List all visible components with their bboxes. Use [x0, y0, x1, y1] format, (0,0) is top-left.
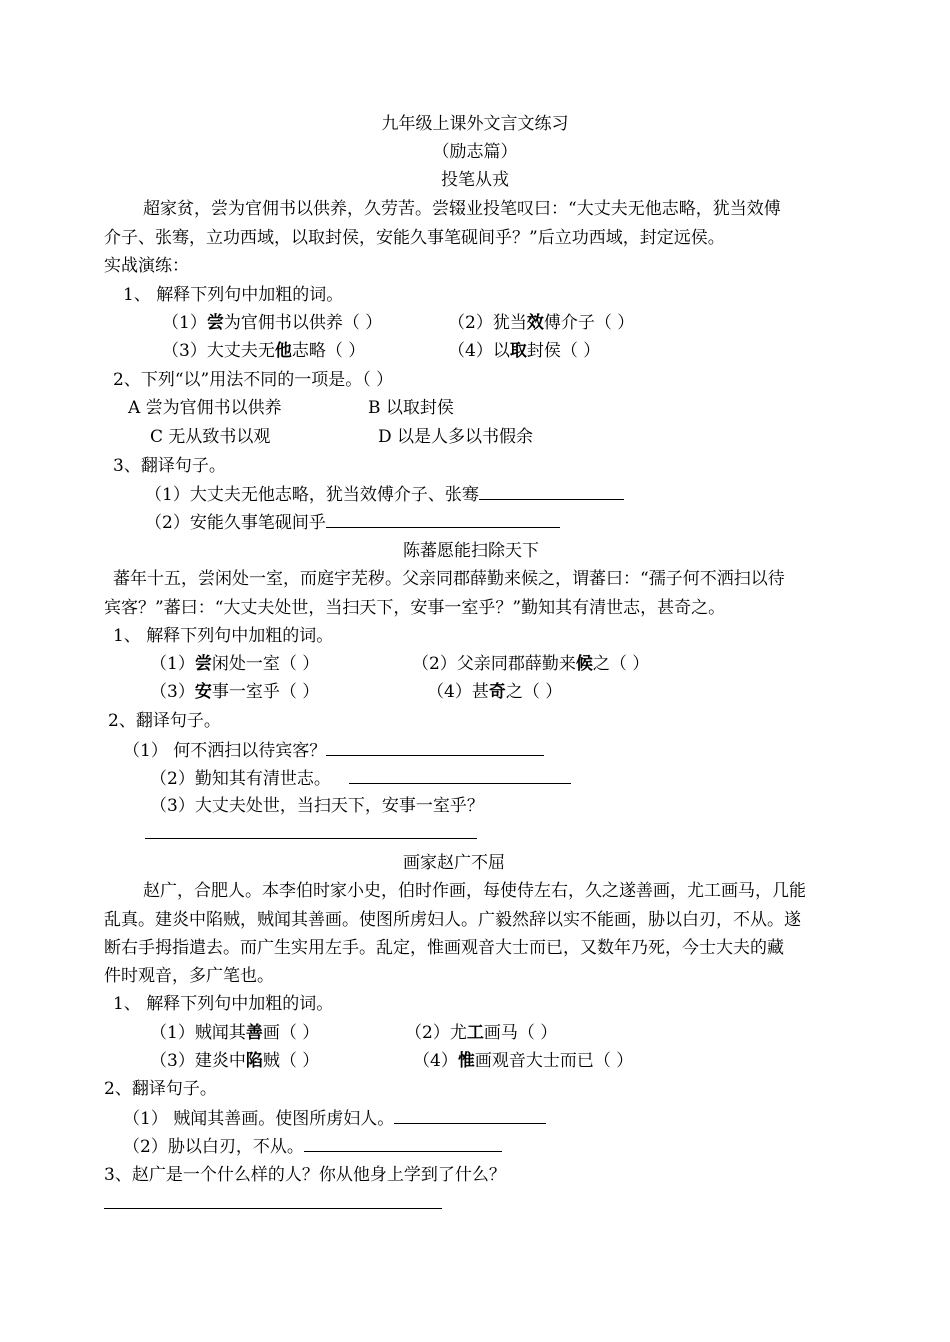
option-c: C 无从致书以观	[150, 427, 271, 447]
answer-blank[interactable]	[394, 1105, 546, 1124]
s3-q1-item4: （4）惟画观音大士而已（ ）	[413, 1051, 634, 1071]
section2-passage-line1: 蕃年十五，尝闲处一室，而庭宇芜秽。父亲同郡薛勤来候之，谓蕃曰：“孺子何不洒扫以待	[113, 569, 785, 589]
s3-q1-item3: （3）建炎中陷贼（ ）	[150, 1051, 320, 1071]
answer-blank[interactable]	[349, 765, 571, 784]
bold-word: 奇	[488, 682, 506, 702]
bold-word: 候	[575, 654, 593, 674]
s2-q2-item2: （2）勤知其有清世志。	[150, 765, 571, 792]
answer-blank[interactable]	[479, 481, 624, 500]
bold-word: 效	[526, 313, 544, 333]
s1-q1-item1: （1）尝为官佣书以供养（ ）	[162, 313, 383, 333]
section1-passage-line2: 介子、张骞，立功西域，以取封侯，安能久事笔砚间乎？”后立功西域，封定远侯。	[104, 228, 725, 248]
s1-q3-item2: （2）安能久事笔砚间乎	[145, 509, 560, 536]
s1-q1-item2: （2）犹当效傅介子（ ）	[448, 313, 635, 333]
bold-word: 他	[274, 341, 292, 361]
practice-heading: 实战演练：	[104, 256, 189, 276]
s1-question3: 3、翻译句子。	[113, 456, 226, 476]
bold-word: 尝	[206, 313, 224, 333]
s3-question1: 1、 解释下列句中加粗的词。	[113, 994, 334, 1014]
option-b: B 以取封侯	[368, 398, 454, 418]
section3-passage-line1: 赵广，合肥人。本李伯时家小史，伯时作画，每使侍左右，久之遂善画，尤工画马，几能	[143, 881, 806, 901]
option-a: A 尝为官佣书以供养	[128, 398, 282, 418]
s2-q1-item2: （2）父亲同郡薛勤来候之（ ）	[412, 654, 650, 674]
s3-q1-item1: （1）贼闻其善画（ ）	[150, 1023, 320, 1043]
s1-question2: 2、下列“以”用法不同的一项是。（ ）	[113, 370, 394, 390]
s3-q2-item2: （2）胁以白刃，不从。	[123, 1133, 502, 1160]
s1-q1-item3: （3）大丈夫无他志略（ ）	[162, 341, 366, 361]
s1-question1: 1、 解释下列句中加粗的词。	[123, 285, 344, 305]
bold-word: 陷	[245, 1051, 263, 1071]
s2-q1-item1: （1）尝闲处一室（ ）	[150, 654, 320, 674]
section3-passage-line3: 断右手拇指遣去。而广生实用左手。乱定，惟画观音大士而已，又数年乃死，今士大夫的藏	[104, 938, 784, 958]
answer-blank[interactable]	[326, 509, 560, 528]
s2-q2-item1: （1） 何不洒扫以待宾客？	[123, 737, 544, 764]
doc-title: 九年级上课外文言文练习	[381, 114, 569, 134]
section3-title: 画家赵广不屈	[403, 853, 505, 873]
s2-q2-item3: （3）大丈夫处世，当扫天下，安事一室乎？	[150, 796, 484, 816]
bold-word: 尝	[194, 654, 212, 674]
answer-line[interactable]	[145, 838, 477, 839]
s3-question3: 3、赵广是一个什么样的人？你从他身上学到了什么？	[104, 1165, 506, 1185]
bold-word: 工	[466, 1023, 484, 1043]
s2-q1-item4: （4）甚奇之（ ）	[427, 682, 563, 702]
option-d: D 以是人多以书假余	[378, 427, 534, 447]
s3-question2: 2、翻译句子。	[104, 1079, 217, 1099]
section1-passage-line1: 超家贫，尝为官佣书以供养，久劳苦。尝辍业投笔叹曰：“大丈夫无他志略，犹当效傅	[143, 199, 781, 219]
bold-word: 取	[509, 341, 527, 361]
bold-word: 安	[194, 682, 212, 702]
s1-q3-item1: （1）大丈夫无他志略，犹当效傅介子、张骞	[145, 481, 624, 508]
section3-passage-line2: 乱真。建炎中陷贼，贼闻其善画。使图所虏妇人。广毅然辞以实不能画，胁以白刃，不从。遂	[104, 910, 801, 930]
s2-question1: 1、 解释下列句中加粗的词。	[113, 626, 334, 646]
bold-word: 惟	[457, 1051, 475, 1071]
doc-subtitle: （励志篇）	[432, 142, 518, 162]
section3-passage-line4: 件时观音，多广笔也。	[104, 966, 274, 986]
s2-question2: 2、翻译句子。	[108, 711, 221, 731]
section1-title: 投笔从戎	[441, 170, 509, 190]
section2-title: 陈蕃愿能扫除天下	[403, 541, 539, 561]
bold-word: 善	[245, 1023, 263, 1043]
answer-blank[interactable]	[304, 1133, 502, 1152]
s1-q1-item4: （4）以取封侯（ ）	[448, 341, 601, 361]
s3-q2-item1: （1） 贼闻其善画。使图所虏妇人。	[123, 1105, 546, 1132]
section2-passage-line2: 宾客？”蕃曰：“大丈夫处世，当扫天下，安事一室乎？”勤知其有清世志，甚奇之。	[104, 598, 726, 618]
answer-line[interactable]	[104, 1208, 442, 1209]
s2-q1-item3: （3）安事一室乎（ ）	[150, 682, 320, 702]
s3-q1-item2: （2）尤工画马（ ）	[405, 1023, 558, 1043]
answer-blank[interactable]	[326, 737, 544, 756]
